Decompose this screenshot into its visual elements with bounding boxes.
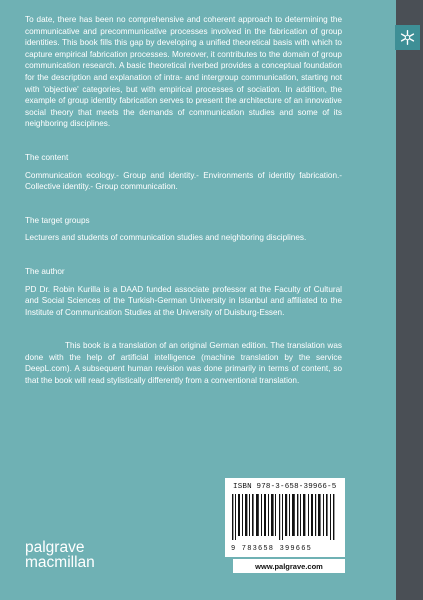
author-heading: The author [25, 266, 65, 276]
author-body: PD Dr. Robin Kurilla is a DAAD funded associate professor at the Faculty of Cultural and Social Sciences of the Turkish-German University in Istanbul and affiliated to the Institute of Communication Studies at the University of Duisburg-Essen. [25, 284, 342, 317]
publisher-url[interactable]: www.palgrave.com [233, 559, 345, 573]
publisher-line-2: macmillan [25, 554, 95, 571]
spine-strip [396, 0, 423, 600]
blurb: To date, there has been no comprehensive and coherent approach to determining the communicative and precommunicative processes involved in the fabrication of group identities. This book fills this gap by developing a unified theoretical basis with which to capture empirical fabrication processes. Moreover, it contributes to the domain of group communication research. A basic theoretical riverbed provides a conceptual foundation for the description and explanation of intra- and intergroup communication, starting not with 'objective' categories, but with empirical processes of sociation. In addition, the example of group identity fabrication serves to present the architecture of an innovative social theory that meets the demands of communication studies and some of its neighboring disciplines. [25, 15, 342, 129]
barcode-icon [232, 494, 338, 540]
publisher-line-1: palgrave [25, 539, 85, 556]
back-cover-text [25, 14, 342, 387]
translation-note: This book is a translation of an original German edition. The translation was done with the help of artificial intelligence (machine translation by the service DeepL.com). A subsequent human revision was done primarily in terms of content, so that the book will read stylistically differently from a conventional translation. [25, 341, 342, 386]
content-body: Communication ecology.- Group and identity.- Environments of identity fabrication.- Collective identity.- Group communication. [25, 170, 342, 192]
target-groups-heading: The target groups [25, 215, 90, 225]
isbn-digits: 9 783658 399665 [231, 545, 313, 553]
publisher-logo [25, 540, 95, 570]
isbn-label: ISBN 978-3-658-39966-5 [233, 483, 337, 491]
target-groups-body: Lecturers and students of communication studies and neighboring disciplines. [25, 233, 307, 243]
content-heading: The content [25, 152, 69, 162]
palgrave-asterisk-icon [395, 25, 420, 50]
isbn-barcode-block [225, 478, 345, 557]
